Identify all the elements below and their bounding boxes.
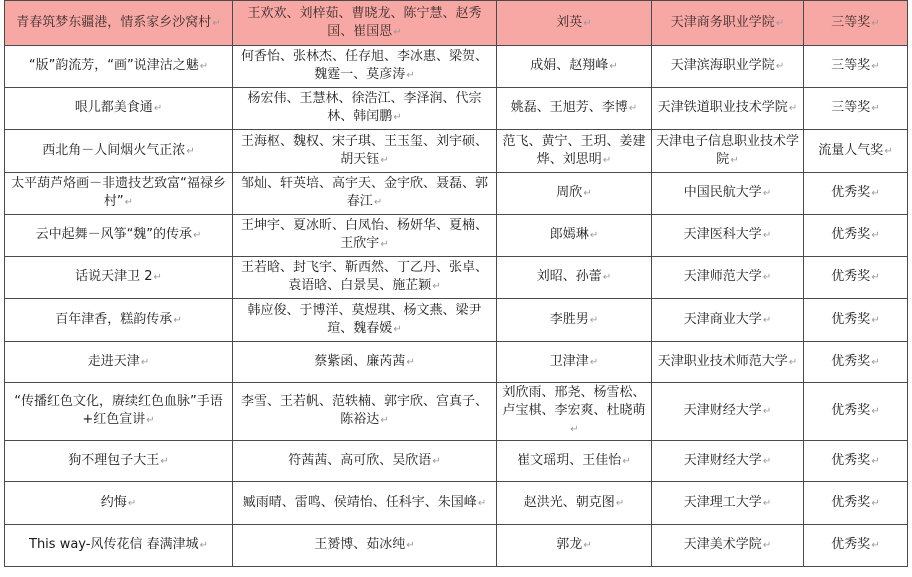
cell-award xyxy=(804,482,908,525)
cell-advisor-text: 刘欣雨、邢尧、杨雪松、卢宝棋、李宏爽、杜晓萌 xyxy=(502,385,646,418)
paragraph-mark-icon: ↵ xyxy=(871,314,880,326)
cell-members-text: 王坤宇、夏冰昕、白凤怡、杨妍华、夏楠、王欣宇 xyxy=(240,218,488,251)
cell-award-text: 优秀奖 xyxy=(831,494,871,510)
table-row xyxy=(5,1,908,46)
cell-members xyxy=(233,299,497,342)
paragraph-mark-icon: ↵ xyxy=(884,145,893,157)
paragraph-mark-icon: ↵ xyxy=(432,455,441,467)
cell-school-text: 天津财经大学 xyxy=(683,452,762,468)
paragraph-mark-icon: ↵ xyxy=(373,197,383,208)
cell-award-text: 优秀奖 xyxy=(831,353,871,369)
cell-school-text: 天津财经大学 xyxy=(683,403,762,418)
cell-award-text: 优秀奖 xyxy=(831,269,871,284)
paragraph-mark-icon: ↵ xyxy=(871,230,880,241)
cell-title xyxy=(5,441,233,482)
cell-members xyxy=(233,342,497,383)
cell-award-text: 流量人气奖 xyxy=(818,142,884,158)
paragraph-mark-icon: ↵ xyxy=(871,497,880,509)
cell-title-text: 云中起舞－风筝“魏”的传承 xyxy=(35,227,193,242)
cell-advisor xyxy=(497,342,652,383)
cell-members xyxy=(233,215,497,257)
cell-members-text: 臧雨晴、雷鸣、侯靖怡、任科宇、朱国峰 xyxy=(242,494,477,510)
cell-title-text: 百年津香，糕韵传承 xyxy=(55,311,173,327)
cell-members-text: 王欢欢、刘梓茹、曹晓龙、陈宁慧、赵秀国、崔国恩 xyxy=(247,5,482,39)
paragraph-mark-icon: ↵ xyxy=(775,17,785,29)
paragraph-mark-icon: ↵ xyxy=(609,61,618,72)
table-row xyxy=(5,383,908,441)
table-row xyxy=(5,173,908,215)
cell-school xyxy=(652,441,804,482)
cell-school xyxy=(652,1,804,46)
cell-title-text: 约悔 xyxy=(100,494,127,510)
cell-school xyxy=(652,173,804,215)
cell-advisor-text: 赵洪光、朝克图 xyxy=(523,494,615,510)
paragraph-mark-icon: ↵ xyxy=(775,61,785,72)
paragraph-mark-icon: ↵ xyxy=(602,272,612,283)
paragraph-mark-icon: ↵ xyxy=(589,230,599,241)
cell-school xyxy=(652,88,804,130)
cell-title-text: “传播红色文化，赓续红色血脉”手语+红色宣讲 xyxy=(14,394,223,427)
paragraph-mark-icon: ↵ xyxy=(173,314,182,326)
cell-members-text: 何香怡、张林杰、任存旭、李冰惠、梁贺、魏霆一、莫彦涛 xyxy=(240,49,488,82)
table-row xyxy=(5,441,908,482)
table-row xyxy=(5,257,908,299)
paragraph-mark-icon: ↵ xyxy=(730,154,739,166)
paragraph-mark-icon: ↵ xyxy=(570,424,579,435)
cell-advisor-text: 姚磊、王旭芳、李博 xyxy=(510,100,628,115)
cell-award-text: 优秀奖 xyxy=(831,311,871,327)
cell-members xyxy=(233,525,497,567)
paragraph-mark-icon: ↵ xyxy=(393,26,402,38)
cell-title-text: “版”韵流芳，“画”说津沽之魅 xyxy=(28,58,199,73)
cell-school-text: 天津职业技术师范大学 xyxy=(657,353,788,369)
paragraph-mark-icon: ↵ xyxy=(583,188,592,199)
paragraph-mark-icon: ↵ xyxy=(583,17,592,29)
cell-advisor-text: 崔文瑶玥、王佳怡 xyxy=(517,452,622,468)
table-row xyxy=(5,130,908,173)
cell-school-text: 天津滨海职业学院 xyxy=(670,58,775,73)
cell-title-text: This way-风传花信 春满津城 xyxy=(29,537,199,552)
cell-members xyxy=(233,46,497,88)
cell-members xyxy=(233,1,497,46)
cell-members-text: 王海枢、魏权、宋子琪、王玉玺、刘宇硕、胡天钰 xyxy=(240,133,488,167)
cell-award-text: 优秀奖 xyxy=(831,537,871,552)
cell-title xyxy=(5,88,233,130)
paragraph-mark-icon: ↵ xyxy=(622,455,631,467)
table-row xyxy=(5,215,908,257)
cell-school xyxy=(652,383,804,441)
cell-school xyxy=(652,299,804,342)
paragraph-mark-icon: ↵ xyxy=(406,356,415,368)
paragraph-mark-icon: ↵ xyxy=(583,540,592,551)
paragraph-mark-icon: ↵ xyxy=(788,103,798,114)
cell-title-text: 走进天津 xyxy=(87,353,140,369)
paragraph-mark-icon: ↵ xyxy=(762,188,772,199)
awards-table xyxy=(4,0,908,567)
cell-advisor-text: 范飞、黄宁、王玥、姜建烨、刘思明 xyxy=(502,133,646,167)
cell-advisor xyxy=(497,525,652,567)
cell-title xyxy=(5,299,233,342)
cell-award xyxy=(804,173,908,215)
cell-title-text: 话说天津卫 2 xyxy=(75,269,153,284)
cell-members xyxy=(233,441,497,482)
paragraph-mark-icon: ↵ xyxy=(762,497,772,509)
cell-advisor xyxy=(497,257,652,299)
cell-title-text: 西北角－人间烟火气正浓 xyxy=(42,142,186,158)
cell-school xyxy=(652,130,804,173)
paragraph-mark-icon: ↵ xyxy=(432,281,441,292)
cell-school-text: 天津商务职业学院 xyxy=(670,14,775,30)
paragraph-mark-icon: ↵ xyxy=(153,272,162,283)
cell-advisor-text: 周欣 xyxy=(556,185,583,200)
cell-award xyxy=(804,130,908,173)
paragraph-mark-icon: ↵ xyxy=(871,188,880,199)
paragraph-mark-icon: ↵ xyxy=(788,356,798,368)
cell-advisor-text: 郎嫣琳 xyxy=(549,227,589,242)
cell-award xyxy=(804,257,908,299)
cell-advisor xyxy=(497,215,652,257)
cell-advisor xyxy=(497,299,652,342)
cell-advisor-text: 郭龙 xyxy=(556,537,583,552)
paragraph-mark-icon: ↵ xyxy=(393,323,402,335)
paragraph-mark-icon: ↵ xyxy=(160,455,169,467)
table-row xyxy=(5,88,908,130)
cell-school xyxy=(652,46,804,88)
cell-title-text: 太平葫芦烙画－非遗技艺致富“福禄乡村” xyxy=(11,176,226,209)
cell-award-text: 优秀奖 xyxy=(831,452,871,468)
paragraph-mark-icon: ↵ xyxy=(186,145,195,157)
paragraph-mark-icon: ↵ xyxy=(199,540,208,551)
cell-advisor xyxy=(497,441,652,482)
paragraph-mark-icon: ↵ xyxy=(380,239,389,250)
cell-award-text: 优秀奖 xyxy=(831,227,871,242)
cell-members-text: 邹灿、轩英培、高宇天、金宇欣、聂磊、郭春江 xyxy=(240,176,488,209)
cell-members xyxy=(233,88,497,130)
paragraph-mark-icon: ↵ xyxy=(193,230,202,241)
cell-title xyxy=(5,257,233,299)
cell-advisor xyxy=(497,383,652,441)
cell-title xyxy=(5,525,233,567)
paragraph-mark-icon: ↵ xyxy=(871,455,880,467)
cell-award xyxy=(804,342,908,383)
cell-award xyxy=(804,215,908,257)
cell-members-text: 杨宏伟、王慧林、徐浩江、李泽润、代宗林、韩闰鹏 xyxy=(247,91,482,124)
cell-members xyxy=(233,173,497,215)
paragraph-mark-icon: ↵ xyxy=(380,415,389,426)
cell-award xyxy=(804,46,908,88)
cell-title xyxy=(5,215,233,257)
paragraph-mark-icon: ↵ xyxy=(406,540,415,551)
paragraph-mark-icon: ↵ xyxy=(146,415,155,426)
paragraph-mark-icon: ↵ xyxy=(589,356,599,368)
paragraph-mark-icon: ↵ xyxy=(762,540,772,551)
cell-advisor xyxy=(497,46,652,88)
cell-award-text: 三等奖 xyxy=(831,14,871,30)
paragraph-mark-icon: ↵ xyxy=(762,314,772,326)
cell-advisor-text: 卫津津 xyxy=(549,353,589,369)
cell-advisor-text: 成娟、赵翔峰 xyxy=(530,58,609,73)
paragraph-mark-icon: ↵ xyxy=(762,406,772,417)
cell-title xyxy=(5,383,233,441)
paragraph-mark-icon: ↵ xyxy=(615,497,625,509)
cell-members xyxy=(233,130,497,173)
cell-advisor-text: 李胜男 xyxy=(549,311,589,327)
paragraph-mark-icon: ↵ xyxy=(153,103,163,114)
paragraph-mark-icon: ↵ xyxy=(380,154,389,166)
cell-title xyxy=(5,130,233,173)
paragraph-mark-icon: ↵ xyxy=(628,103,638,114)
cell-award xyxy=(804,441,908,482)
cell-school xyxy=(652,525,804,567)
cell-advisor xyxy=(497,482,652,525)
cell-award xyxy=(804,299,908,342)
paragraph-mark-icon: ↵ xyxy=(871,103,880,114)
table-row xyxy=(5,482,908,525)
cell-school xyxy=(652,215,804,257)
paragraph-mark-icon: ↵ xyxy=(762,230,772,241)
cell-school xyxy=(652,482,804,525)
table-row xyxy=(5,299,908,342)
cell-title xyxy=(5,173,233,215)
paragraph-mark-icon: ↵ xyxy=(477,497,487,509)
paragraph-mark-icon: ↵ xyxy=(127,497,137,509)
paragraph-mark-icon: ↵ xyxy=(589,314,599,326)
cell-title xyxy=(5,1,233,46)
cell-school-text: 中国民航大学 xyxy=(683,185,762,200)
cell-members-text: 符茜茜、高可欣、吴欣语 xyxy=(288,452,432,468)
cell-award-text: 优秀奖 xyxy=(831,403,871,418)
cell-award-text: 优秀奖 xyxy=(831,185,871,200)
paragraph-mark-icon: ↵ xyxy=(199,61,209,72)
cell-award-text: 三等奖 xyxy=(831,100,871,115)
cell-title-text: 狗不理包子大王 xyxy=(68,452,160,468)
awards-table-body xyxy=(5,1,908,567)
cell-award xyxy=(804,88,908,130)
cell-school-text: 天津医科大学 xyxy=(683,227,762,242)
cell-advisor-text: 刘英 xyxy=(556,14,583,30)
cell-school-text: 天津理工大学 xyxy=(683,494,762,510)
cell-members-text: 李雪、王若帆、范轶楠、郭宇欣、宫真子、陈裕达 xyxy=(240,394,488,427)
cell-advisor xyxy=(497,88,652,130)
cell-award xyxy=(804,383,908,441)
paragraph-mark-icon: ↵ xyxy=(212,17,221,29)
cell-advisor xyxy=(497,130,652,173)
cell-school-text: 天津电子信息职业技术学院 xyxy=(655,133,799,167)
table-row xyxy=(5,342,908,383)
paragraph-mark-icon: ↵ xyxy=(124,197,134,208)
cell-members xyxy=(233,482,497,525)
cell-members-text: 蔡紫函、廉芮茜 xyxy=(314,353,406,369)
cell-school xyxy=(652,257,804,299)
cell-title-text: 哏儿都美食通 xyxy=(74,100,153,115)
paragraph-mark-icon: ↵ xyxy=(393,112,402,123)
paragraph-mark-icon: ↵ xyxy=(406,70,415,81)
paragraph-mark-icon: ↵ xyxy=(762,272,772,283)
cell-school-text: 天津美术学院 xyxy=(683,537,762,552)
cell-members xyxy=(233,257,497,299)
paragraph-mark-icon: ↵ xyxy=(871,272,880,283)
table-row xyxy=(5,46,908,88)
cell-title xyxy=(5,342,233,383)
cell-award-text: 三等奖 xyxy=(831,58,871,73)
cell-school-text: 天津铁道职业技术学院 xyxy=(657,100,788,115)
cell-title-text: 青春筑梦东疆港，情系家乡沙窝村 xyxy=(16,14,212,30)
paragraph-mark-icon: ↵ xyxy=(871,540,880,551)
cell-title xyxy=(5,46,233,88)
cell-advisor xyxy=(497,1,652,46)
cell-members-text: 王赟博、茹冰纯 xyxy=(314,537,406,552)
cell-members-text: 韩应俊、于博洋、莫煜琪、杨文燕、梁尹瑄、魏春媛 xyxy=(247,302,482,336)
paragraph-mark-icon: ↵ xyxy=(871,61,880,72)
paragraph-mark-icon: ↵ xyxy=(140,356,150,368)
paragraph-mark-icon: ↵ xyxy=(871,356,880,368)
paragraph-mark-icon: ↵ xyxy=(602,154,612,166)
cell-advisor-text: 刘昭、孙蕾 xyxy=(536,269,602,284)
paragraph-mark-icon: ↵ xyxy=(871,17,880,29)
cell-school-text: 天津师范大学 xyxy=(683,269,762,284)
cell-award xyxy=(804,525,908,567)
cell-members-text: 王若晗、封飞宇、靳西然、丁乙丹、张卓、袁语晗、白景昊、施芷颖 xyxy=(240,260,488,293)
cell-advisor xyxy=(497,173,652,215)
cell-school-text: 天津商业大学 xyxy=(683,311,762,327)
cell-title xyxy=(5,482,233,525)
cell-award xyxy=(804,1,908,46)
table-row xyxy=(5,525,908,567)
paragraph-mark-icon: ↵ xyxy=(871,406,880,417)
cell-members xyxy=(233,383,497,441)
cell-school xyxy=(652,342,804,383)
paragraph-mark-icon: ↵ xyxy=(762,455,772,467)
